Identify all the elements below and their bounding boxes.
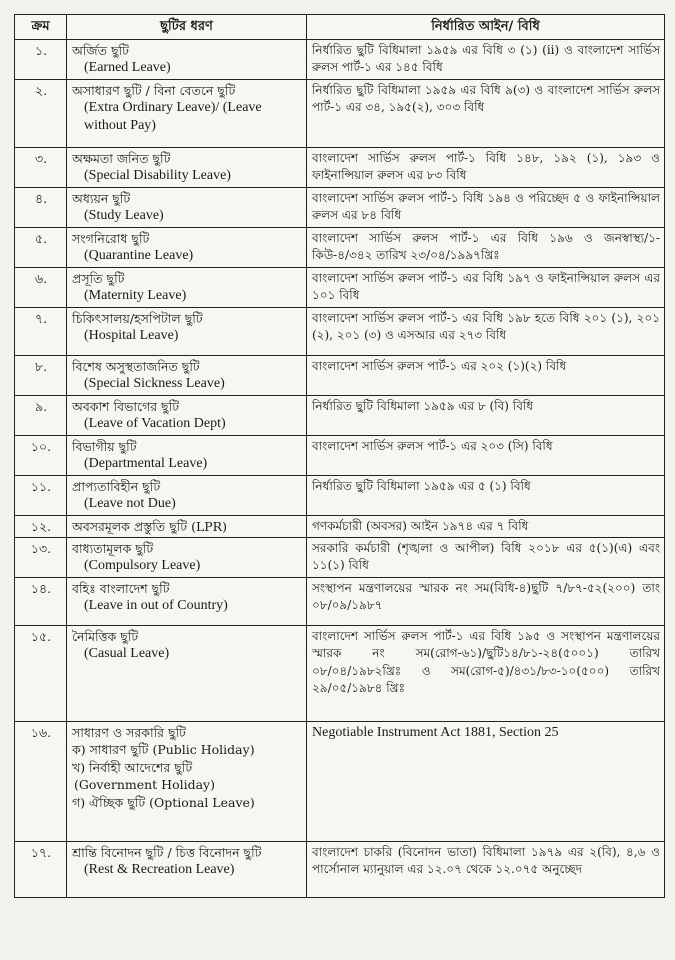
- header-leave-type: ছুটির ধরণ: [67, 15, 307, 40]
- leave-name-bangla: সংগনিরোধ ছুটি: [72, 230, 150, 246]
- leave-name-bangla: চিকিৎসালয়/হসপিটাল ছুটি: [72, 310, 203, 326]
- row-serial: ৫.: [15, 227, 67, 267]
- table-row: [15, 79, 665, 147]
- row-serial: ৯.: [15, 395, 67, 435]
- table-row: [15, 39, 665, 79]
- table-row: [15, 227, 665, 267]
- table-row: [15, 625, 665, 721]
- row-serial: ১৩.: [15, 537, 67, 577]
- row-leave-type: [67, 79, 307, 147]
- law-text: বাংলাদেশ সার্ভিস রুলস পার্ট-১ এর ২০২ (১)(২) বিধি: [312, 358, 567, 373]
- row-law-reference: [307, 227, 665, 267]
- leave-name-english: (Leave of Vacation Dept): [84, 416, 226, 431]
- row-leave-type: [67, 537, 307, 577]
- table-row: [15, 577, 665, 625]
- row-serial: ৮.: [15, 355, 67, 395]
- law-text: Negotiable Instrument Act 1881, Section 25: [312, 724, 559, 740]
- row-law-reference: [307, 537, 665, 577]
- table-header-row: [15, 15, 665, 40]
- row-leave-type: [67, 625, 307, 721]
- row-law-reference: [307, 475, 665, 515]
- row-serial: ১২.: [15, 515, 67, 537]
- header-law: নির্ধারিত আইন/ বিধি: [307, 15, 665, 40]
- leave-name-bangla: অধ্যয়ন ছুটি: [72, 190, 131, 206]
- law-text: নির্ধারিত ছুটি বিধিমালা ১৯৫৯ এর ৮ (বি) বিধি: [312, 398, 534, 413]
- row-law-reference: [307, 395, 665, 435]
- row-serial: ১৫.: [15, 625, 67, 721]
- leave-name-english: (Quarantine Leave): [84, 248, 194, 263]
- leave-name-english: (Departmental Leave): [84, 456, 208, 471]
- leave-name-bangla: বিশেষ অসুস্থতাজনিত ছুটি: [72, 358, 200, 374]
- law-text: বাংলাদেশ সার্ভিস রুলস পার্ট-১ বিধি ১৯৪ ও পরিচ্ছেদ ৫ ও ফাইনান্সিয়াল রুলস এর ৮৪ বিধি: [312, 190, 660, 222]
- law-text: সংস্থাপন মন্ত্রণালয়ের স্মারক নং সম(বিধি-৪)ছুটি ৭/৮৭-৫২(২০০) তাং ০৮/০৯/১৯৮৭: [312, 580, 660, 612]
- leave-name-bangla: বাধ্যতামূলক ছুটি: [72, 540, 154, 556]
- row-law-reference: [307, 307, 665, 355]
- law-text: বাংলাদেশ সার্ভিস রুলস পার্ট-১ এর বিধি ১৯৭ ও ফাইনান্সিয়াল রুলস এর ১০১ বিধি: [312, 270, 660, 302]
- row-law-reference: [307, 355, 665, 395]
- row-law-reference: [307, 577, 665, 625]
- row-serial: ১.: [15, 39, 67, 79]
- leave-name-english: (Compulsory Leave): [84, 558, 201, 573]
- leave-name-english: (Leave in out of Country): [84, 598, 228, 613]
- leave-name-bangla: অসাধারণ ছুটি / বিনা বেতনে ছুটি: [72, 82, 236, 98]
- row-serial: ৬.: [15, 267, 67, 307]
- leave-subtype: (Government Holiday): [74, 777, 215, 792]
- law-text: বাংলাদেশ সার্ভিস রুলস পার্ট-১ এর বিধি ১৯৮ হতে বিধি ২০১ (১), ২০১ (২), ২০১ (৩) ও এসআর এর ২৭৩ বিধি: [312, 310, 660, 342]
- table-row: [15, 395, 665, 435]
- row-law-reference: [307, 79, 665, 147]
- leave-name-english: (Study Leave): [84, 208, 164, 223]
- row-leave-type: [67, 39, 307, 79]
- law-text: বাংলাদেশ সার্ভিস রুলস পার্ট-১ এর বিধি ১৯৫ ও সংস্থাপন মন্ত্রণালয়ের স্মারক নং সম(রোগ-৬১)/ছুটি১৪/৮১-২৪(৫০০১) তারিখ ০৮/০৪/১৯৮২খ্রিঃ ও সম(রোগ-৫)/৪৩১/৮৩-১০(৫০০) তারিখ ২৯/০৫/১৯৮৪ খ্রিঃ: [312, 628, 660, 695]
- leave-name-english: (Casual Leave): [84, 646, 170, 661]
- table-body: [15, 39, 665, 897]
- row-leave-type: [67, 395, 307, 435]
- leave-subtype: ক) সাধারণ ছুটি (Public Holiday): [72, 742, 255, 757]
- row-law-reference: [307, 147, 665, 187]
- row-serial: ১১.: [15, 475, 67, 515]
- row-leave-type: [67, 355, 307, 395]
- leave-name-bangla: নৈমিত্তিক ছুটি: [72, 628, 139, 644]
- header-serial: ক্রম: [15, 15, 67, 40]
- row-leave-type: [67, 721, 307, 841]
- row-serial: ৪.: [15, 187, 67, 227]
- row-law-reference: [307, 841, 665, 897]
- leave-name-english: (Special Sickness Leave): [84, 376, 225, 391]
- leave-name-english: (Maternity Leave): [84, 288, 187, 303]
- row-serial: ৭.: [15, 307, 67, 355]
- table-row: [15, 475, 665, 515]
- row-law-reference: [307, 267, 665, 307]
- table-row: [15, 721, 665, 841]
- row-leave-type: [67, 267, 307, 307]
- row-law-reference: [307, 625, 665, 721]
- row-leave-type: [67, 147, 307, 187]
- leave-name-bangla: শ্রান্তি বিনোদন ছুটি / চিত্ত বিনোদন ছুটি: [72, 844, 262, 860]
- row-law-reference: [307, 187, 665, 227]
- leave-name-bangla: অবকাশ বিভাগের ছুটি: [72, 398, 180, 414]
- table-row: [15, 515, 665, 537]
- leave-name-english: (Leave not Due): [84, 496, 176, 511]
- row-leave-type: [67, 187, 307, 227]
- row-leave-type: [67, 475, 307, 515]
- table-row: [15, 307, 665, 355]
- leave-subtype: খ) নির্বাহী আদেশের ছুটি: [72, 759, 193, 775]
- leave-name-english: (Hospital Leave): [84, 328, 179, 343]
- row-serial: ২.: [15, 79, 67, 147]
- table-row: [15, 187, 665, 227]
- table-row: [15, 355, 665, 395]
- leave-name-bangla: বিভাগীয় ছুটি: [72, 438, 137, 454]
- leave-name-bangla: বহিঃ বাংলাদেশ ছুটি: [72, 580, 170, 596]
- row-serial: ১৭.: [15, 841, 67, 897]
- law-text: বাংলাদেশ সার্ভিস রুলস পার্ট-১ এর ২০৩ (সি) বিধি: [312, 438, 553, 453]
- table-row: [15, 537, 665, 577]
- leave-subtype: গ) ঐচ্ছিক ছুটি (Optional Leave): [72, 794, 255, 810]
- law-text: সরকারি কর্মচারী (শৃঙ্খলা ও আপীল) বিধি ২০১৮ এর ৫(১)(এ) এবং ১১(১) বিধি: [312, 540, 660, 572]
- row-leave-type: [67, 227, 307, 267]
- leave-name-bangla: অবসরমূলক প্রস্তুতি ছুটি (LPR): [72, 518, 227, 534]
- row-serial: ১০.: [15, 435, 67, 475]
- law-text: নির্ধারিত ছুটি বিধিমালা ১৯৫৯ এর বিধি ৩ (১) (ii) ও বাংলাদেশ সার্ভিস রুলস পার্ট-১ এর ১৪৫ বিধি: [312, 42, 660, 74]
- row-law-reference: [307, 39, 665, 79]
- leave-rules-document: [14, 14, 664, 898]
- law-text: বাংলাদেশ সার্ভিস রুলস পার্ট-১ এর বিধি ১৯৬ ও জনস্বাস্থ্য/১-কিউ-৪/৩৪২ তারিখ ২৩/০৪/১৯৯৭খ্রিঃ: [312, 230, 660, 262]
- leave-name-bangla: প্রাপ্যতাবিহীন ছুটি: [72, 478, 161, 494]
- row-serial: ১৬.: [15, 721, 67, 841]
- leave-name-english: (Special Disability Leave): [84, 168, 231, 183]
- row-serial: ৩.: [15, 147, 67, 187]
- leave-name-bangla: সাধারণ ও সরকারি ছুটি: [72, 724, 186, 740]
- table-row: [15, 841, 665, 897]
- leave-name-bangla: প্রসূতি ছুটি: [72, 270, 125, 286]
- row-serial: ১৪.: [15, 577, 67, 625]
- leave-rules-table: [14, 14, 665, 898]
- row-leave-type: [67, 515, 307, 537]
- law-text: বাংলাদেশ সার্ভিস রুলস পার্ট-১ বিধি ১৪৮, ১৯২ (১), ১৯৩ ও ফাইনান্সিয়াল রুলস এর ৮৩ বিধি: [312, 150, 660, 182]
- row-leave-type: [67, 577, 307, 625]
- table-row: [15, 267, 665, 307]
- row-law-reference: [307, 435, 665, 475]
- row-leave-type: [67, 435, 307, 475]
- row-leave-type: [67, 841, 307, 897]
- leave-name-bangla: অক্ষমতা জনিত ছুটি: [72, 150, 171, 166]
- leave-name-english: (Extra Ordinary Leave)/ (Leave without Pay): [84, 100, 262, 133]
- law-text: নির্ধারিত ছুটি বিধিমালা ১৯৫৯ এর ৫ (১) বিধি: [312, 478, 531, 493]
- law-text: গণকর্মচারী (অবসর) আইন ১৯৭৪ এর ৭ বিধি: [312, 518, 529, 533]
- law-text: বাংলাদেশ চাকরি (বিনোদন ভাতা) বিধিমালা ১৯৭৯ এর ২(বি), ৪,৬ ও পার্সোনাল ম্যানুয়াল এর ১২.০৭ থেকে ১২.০৭৫ অনুচ্ছেদ: [312, 844, 660, 876]
- leave-name-english: (Rest & Recreation Leave): [84, 862, 235, 877]
- table-row: [15, 147, 665, 187]
- leave-name-english: (Earned Leave): [84, 60, 171, 75]
- row-law-reference: [307, 515, 665, 537]
- leave-name-bangla: অর্জিত ছুটি: [72, 42, 129, 58]
- row-leave-type: [67, 307, 307, 355]
- table-row: [15, 435, 665, 475]
- law-text: নির্ধারিত ছুটি বিধিমালা ১৯৫৯ এর বিধি ৯(৩) ও বাংলাদেশ সার্ভিস রুলস পার্ট-১ এর ৩৪, ১৯৫(২), ৩০৩ বিধি: [312, 82, 660, 114]
- row-law-reference: [307, 721, 665, 841]
